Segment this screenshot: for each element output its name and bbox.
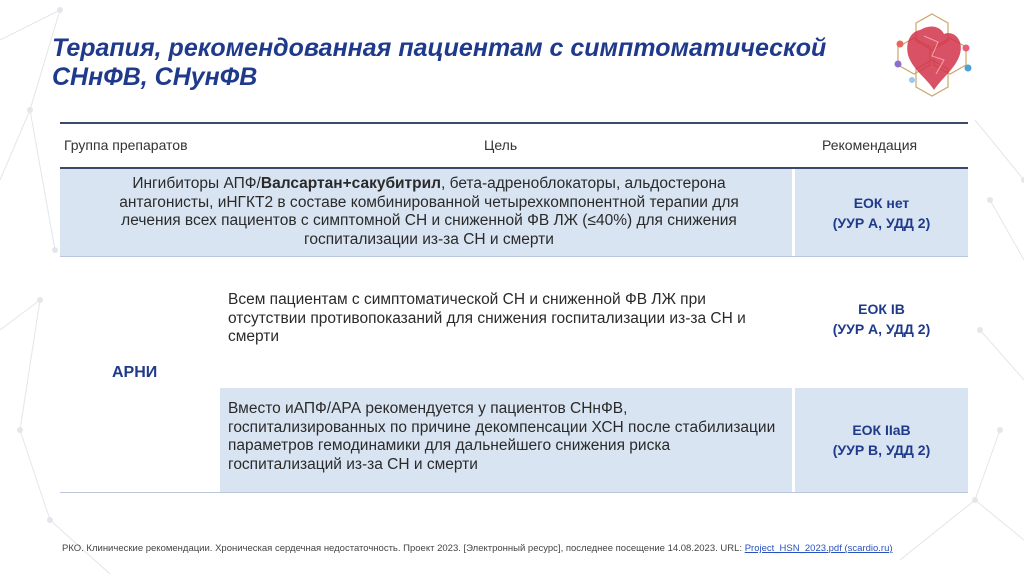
footer-citation — [62, 543, 1002, 554]
header-group: Группа препаратов — [64, 137, 188, 153]
recommendation-cell — [795, 257, 968, 381]
goal-cell: Всем пациентам с симптоматической СН и сниженной ФВ ЛЖ при отсутствии противопоказаний для снижения госпитализации из-за СН и смерти — [228, 291, 746, 345]
recommendation-cell — [795, 169, 968, 256]
header-recommendation: Рекомендация — [822, 137, 918, 153]
slide-title: Терапия, рекомендованная пациентам с симптоматической СНнФВ, СНунФВ — [52, 34, 827, 91]
recommendation-class: ЕОК IIaB — [852, 422, 911, 438]
goal-text-rest: , бета-адреноблокаторы, альдостерона антагонисты, иНГКТ2 в составе комбинированной четырехкомпонентной терапии для лечения всех пациентов с симптомной СН и сниженной ФВ ЛЖ (≤40%) для снижения госпитализации из-за СН и смерти — [119, 175, 739, 248]
recommendation-level: (УУР А, УДД 2) — [832, 321, 931, 337]
arni-group — [60, 257, 968, 493]
recommendation-class: ЕОК нет — [853, 194, 910, 211]
recommendation-class: ЕОК IB — [858, 301, 905, 317]
drug-name-bold: Валсартан+сакубитрил — [260, 175, 441, 192]
header-goal: Цель — [484, 137, 518, 153]
group-label-arni: АРНИ — [112, 364, 158, 381]
recommendations-table — [60, 122, 968, 493]
goal-text-start: Ингибиторы АПФ/ — [132, 175, 261, 192]
recommendation-level: (УУР А, УДД 2) — [832, 214, 931, 231]
table-row — [220, 257, 968, 381]
table-row — [220, 388, 968, 492]
goal-cell: Вместо иАПФ/АРА рекомендуется у пациентов СНнФВ, госпитализированных по причине декомпенсации ХСН после стабилизации параметров гемодинамики для дальнейшего снижения риска госпитализаций из-за СН и смерти — [220, 388, 792, 492]
table-row-combined-therapy — [60, 169, 968, 257]
recommendation-cell — [795, 388, 968, 492]
recommendation-level: (УУР В, УДД 2) — [832, 442, 931, 458]
table-header — [60, 122, 968, 169]
citation-text: РКО. Клинические рекомендации. Хроническая сердечная недостаточность. Проект 2023. [Электронный ресурс], последнее посещение 14.08.2023. URL: — [62, 543, 745, 554]
heart-logo-icon — [890, 8, 974, 100]
goal-cell — [60, 169, 792, 256]
citation-link[interactable]: Project_HSN_2023.pdf (scardio.ru) — [744, 543, 893, 554]
